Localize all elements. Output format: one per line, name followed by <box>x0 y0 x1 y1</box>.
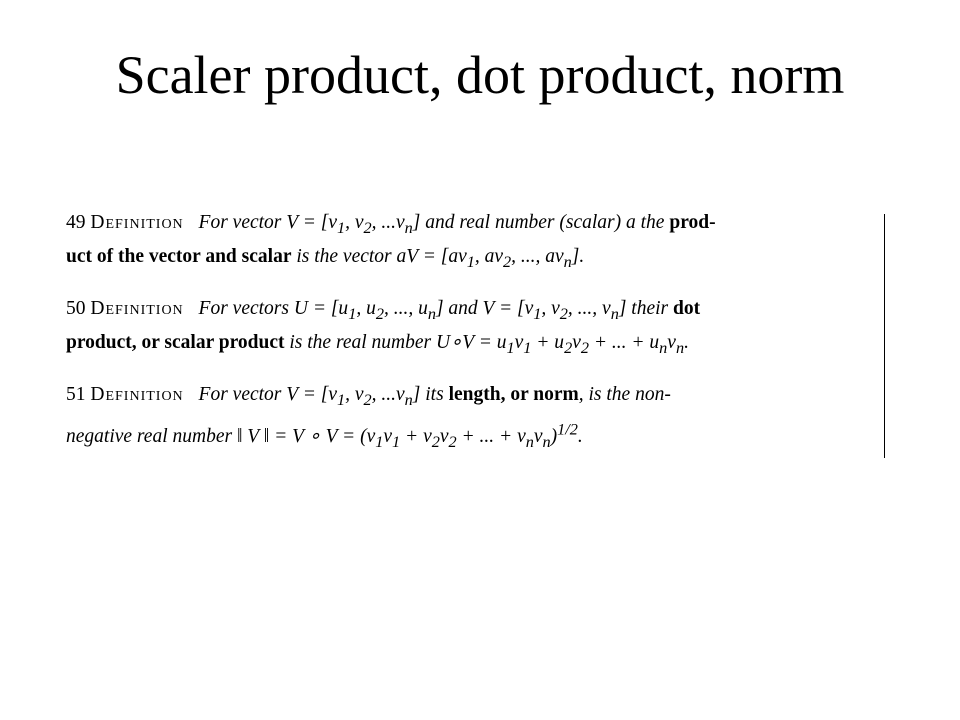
definition-number: 50 <box>66 298 86 319</box>
definition-text: negative real number ‖ V ‖ = V ∘ $V = (v_1v_1 + v_2v_2$ + ... + $v_nv_n)^{1/2}$. <box>66 420 583 451</box>
defined-term: length, or norm <box>448 384 579 405</box>
right-margin-rule <box>884 214 885 458</box>
definition-keyword: Definition <box>90 384 184 405</box>
defined-term: prod- <box>669 212 716 233</box>
definition-50 <box>66 292 886 360</box>
definition-text: , is the non- <box>578 384 671 405</box>
definition-49 <box>66 206 886 274</box>
definition-51-line-1 <box>66 378 886 412</box>
definition-50-line-2 <box>66 326 886 360</box>
definition-51-line-2 <box>66 412 886 451</box>
definition-number: 49 <box>66 212 86 233</box>
definition-number: 51 <box>66 384 86 405</box>
definition-text: For vectors $U = [u_1$, $u_2$, ..., $u_n$] and $V = [v_1$, $v_2$, ..., $v_n$] their <box>198 298 673 323</box>
definition-keyword: Definition <box>90 298 184 319</box>
definition-text: is the real number U∘V = $u_1v_1 + u_2v_2$ + ... + $u_nv_n$. <box>284 332 689 357</box>
definition-51 <box>66 378 886 451</box>
definition-text: For vector $V = [v_1$, $v_2$, $...v_n$] its <box>198 384 449 409</box>
definition-text: For vector $V = [v_1$, $v_2$, $...v_n$] and real number (scalar) a the <box>198 212 670 237</box>
slide-title: Scaler product, dot product, norm <box>115 45 845 105</box>
definition-49-line-1 <box>66 206 886 240</box>
definitions-panel <box>66 206 886 456</box>
definition-50-line-1 <box>66 292 886 326</box>
definition-text: is the vector aV = [$av_1$, $av_2$, ..., $av_n$]. <box>291 246 585 271</box>
defined-term: dot <box>672 298 701 319</box>
defined-term: product, or scalar product <box>66 332 285 353</box>
defined-term: uct of the vector and scalar <box>66 246 292 267</box>
definition-keyword: Definition <box>90 212 184 233</box>
definition-49-line-2 <box>66 240 886 274</box>
